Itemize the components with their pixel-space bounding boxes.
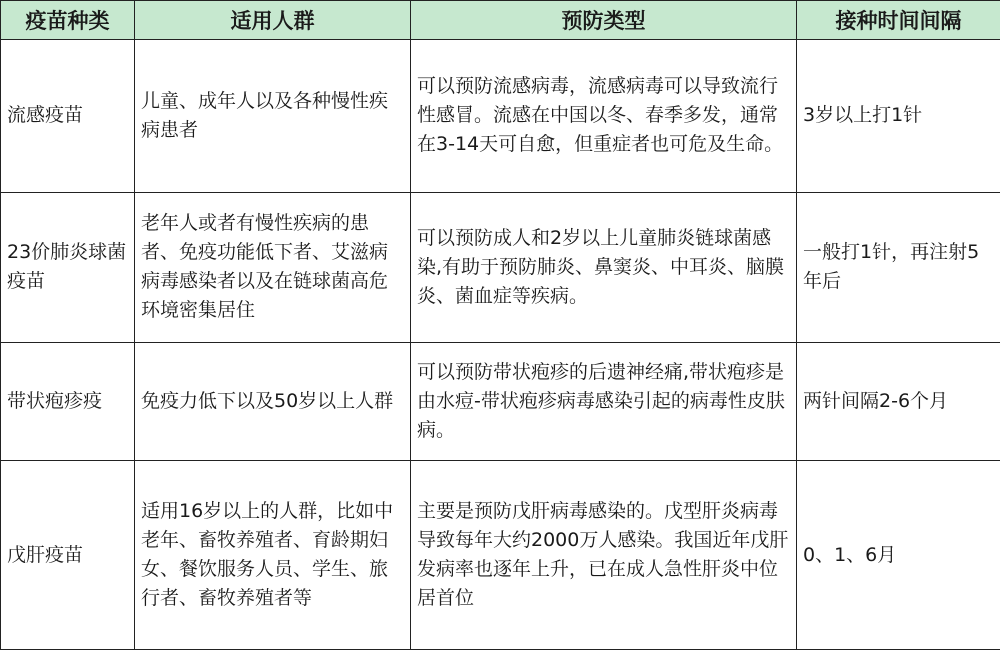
header-vaccine-type: 疫苗种类	[1, 1, 135, 40]
population-cell: 免疫力低下以及50岁以上人群	[135, 342, 411, 460]
vaccine-type-cell: 流感疫苗	[1, 40, 135, 193]
population-cell: 老年人或者有慢性疾病的患者、免疫功能低下者、艾滋病病毒感染者以及在链球菌高危环境密集居住	[135, 192, 411, 342]
vaccine-type-cell: 戊肝疫苗	[1, 461, 135, 650]
table-header	[1, 1, 1000, 40]
table-row	[1, 342, 1000, 460]
interval-cell: 0、1、6月	[797, 461, 1000, 650]
interval-cell: 两针间隔2-6个月	[797, 342, 1000, 460]
table-row	[1, 461, 1000, 650]
interval-cell: 一般打1针，再注射5年后	[797, 192, 1000, 342]
header-population: 适用人群	[135, 1, 411, 40]
vaccine-type-cell: 23价肺炎球菌疫苗	[1, 192, 135, 342]
vaccine-type-cell: 带状疱疹疫	[1, 342, 135, 460]
header-interval: 接种时间间隔	[797, 1, 1000, 40]
prevention-cell: 可以预防带状疱疹的后遗神经痛,带状疱疹是由水痘-带状疱疹病毒感染引起的病毒性皮肤病。	[411, 342, 797, 460]
prevention-cell: 可以预防成人和2岁以上儿童肺炎链球菌感染,有助于预防肺炎、鼻窦炎、中耳炎、脑膜炎、菌血症等疾病。	[411, 192, 797, 342]
interval-cell: 3岁以上打1针	[797, 40, 1000, 193]
population-cell: 儿童、成年人以及各种慢性疾病患者	[135, 40, 411, 193]
header-row	[1, 1, 1000, 40]
table-row	[1, 192, 1000, 342]
prevention-cell: 主要是预防戊肝病毒感染的。戊型肝炎病毒导致每年大约2000万人感染。我国近年戊肝发病率也逐年上升，已在成人急性肝炎中位居首位	[411, 461, 797, 650]
table-body	[1, 40, 1000, 650]
prevention-cell: 可以预防流感病毒，流感病毒可以导致流行性感冒。流感在中国以冬、春季多发，通常在3-14天可自愈，但重症者也可危及生命。	[411, 40, 797, 193]
table-row	[1, 40, 1000, 193]
header-prevention-type: 预防类型	[411, 1, 797, 40]
population-cell: 适用16岁以上的人群，比如中老年、畜牧养殖者、育龄期妇女、餐饮服务人员、学生、旅行者、畜牧养殖者等	[135, 461, 411, 650]
